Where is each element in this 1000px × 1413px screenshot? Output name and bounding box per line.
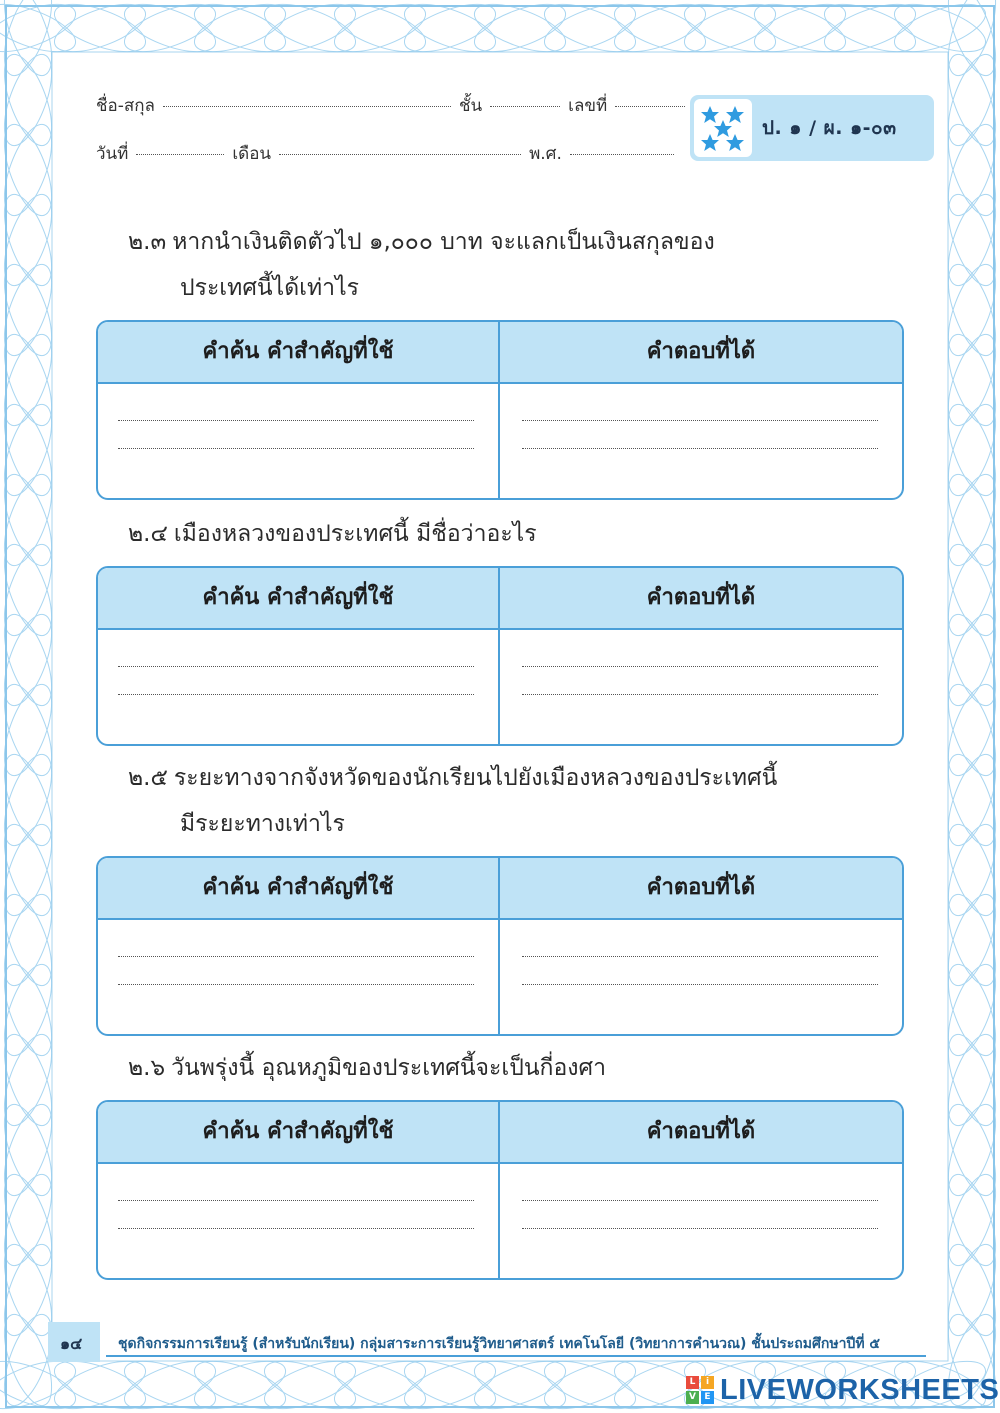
year-field[interactable] (570, 153, 674, 155)
question-2-3 (128, 224, 715, 260)
answer-table-2-3 (96, 320, 904, 500)
answer-line[interactable] (522, 420, 878, 421)
answer-table-2-6 (96, 1100, 904, 1280)
question-number: ๒.๔ (128, 521, 168, 547)
name-label: ชื่อ-สกุล (96, 96, 155, 116)
question-2-6 (128, 1050, 606, 1086)
question-number: ๒.๕ (128, 765, 168, 791)
question-2-5 (128, 760, 777, 796)
column-divider (498, 1102, 500, 1278)
answer-header: คำตอบที่ได้ (646, 1119, 756, 1144)
logo-letter: i (701, 1376, 714, 1389)
liveworksheets-logo-icon (686, 1376, 716, 1406)
level-badge (690, 95, 934, 161)
year-label: พ.ศ. (529, 144, 562, 164)
page-number: ๑๔ (60, 1334, 83, 1353)
answer-line[interactable] (522, 984, 878, 985)
question-number: ๒.๖ (128, 1055, 166, 1081)
question-text: เมืองหลวงของประเทศนี้ มีชื่อว่าอะไร (173, 521, 537, 547)
column-divider (498, 322, 500, 498)
logo-letter: E (701, 1391, 714, 1404)
footer-divider (106, 1355, 926, 1357)
stars-icon (694, 99, 752, 157)
answer-line[interactable] (522, 448, 878, 449)
keyword-answer-line[interactable] (118, 420, 474, 421)
keyword-answer-line[interactable] (118, 448, 474, 449)
month-field[interactable] (279, 153, 521, 155)
table-header (98, 858, 902, 920)
keyword-answer-line[interactable] (118, 694, 474, 695)
day-field[interactable] (136, 153, 224, 155)
keyword-header: คำค้น คำสำคัญที่ใช้ (202, 339, 394, 364)
column-divider (498, 568, 500, 744)
keyword-header: คำค้น คำสำคัญที่ใช้ (202, 585, 394, 610)
keyword-answer-line[interactable] (118, 984, 474, 985)
footer-text: ชุดกิจกรรมการเรียนรู้ (สำหรับนักเรียน) กลุ่มสาระการเรียนรู้วิทยาศาสตร์ เทคโนโลยี (วิทยาการคำนวณ) ชั้นประถมศึกษาปีที่ ๕ (118, 1336, 881, 1352)
keyword-header: คำค้น คำสำคัญที่ใช้ (202, 875, 394, 900)
month-label: เดือน (232, 144, 272, 164)
answer-header: คำตอบที่ได้ (646, 585, 756, 610)
badge-code: ป. ๑ / ผ. ๑-๐๓ (762, 117, 897, 139)
number-label: เลขที่ (568, 96, 608, 116)
answer-table-2-5 (96, 856, 904, 1036)
answer-line[interactable] (522, 1228, 878, 1229)
keyword-header: คำค้น คำสำคัญที่ใช้ (202, 1119, 394, 1144)
question-text: วันพรุ่งนี้ อุณหภูมิของประเทศนี้จะเป็นกี่องศา (171, 1055, 607, 1081)
table-header (98, 1102, 902, 1164)
number-field[interactable] (615, 105, 685, 107)
logo-letter: L (686, 1376, 699, 1389)
answer-header: คำตอบที่ได้ (646, 875, 756, 900)
column-divider (498, 858, 500, 1034)
question-2-3-line2: ประเทศนี้ได้เท่าไร (180, 275, 360, 301)
keyword-answer-line[interactable] (118, 1228, 474, 1229)
keyword-answer-line[interactable] (118, 666, 474, 667)
question-text: หากนำเงินติดตัวไป ๑,๐๐๐ บาท จะแลกเป็นเงินสกุลของ (172, 229, 715, 255)
class-field[interactable] (490, 105, 560, 107)
answer-line[interactable] (522, 666, 878, 667)
answer-line[interactable] (522, 1200, 878, 1201)
name-field[interactable] (163, 105, 451, 107)
liveworksheets-watermark (686, 1374, 999, 1407)
answer-line[interactable] (522, 956, 878, 957)
table-header (98, 322, 902, 384)
question-text: ระยะทางจากจังหวัดของนักเรียนไปยังเมืองหลวงของประเทศนี้ (173, 765, 778, 791)
table-header (98, 568, 902, 630)
answer-header: คำตอบที่ได้ (646, 339, 756, 364)
question-2-4 (128, 516, 537, 552)
keyword-answer-line[interactable] (118, 956, 474, 957)
student-info-row-1 (96, 92, 693, 119)
student-info-row-2 (96, 140, 682, 167)
class-label: ชั้น (458, 96, 483, 116)
answer-table-2-4 (96, 566, 904, 746)
question-2-5-line2: มีระยะทางเท่าไร (180, 811, 345, 837)
logo-letter: V (686, 1391, 699, 1404)
liveworksheets-brand: LIVEWORKSHEETS (720, 1374, 1000, 1406)
question-number: ๒.๓ (128, 229, 167, 255)
answer-line[interactable] (522, 694, 878, 695)
keyword-answer-line[interactable] (118, 1200, 474, 1201)
day-label: วันที่ (96, 144, 129, 164)
